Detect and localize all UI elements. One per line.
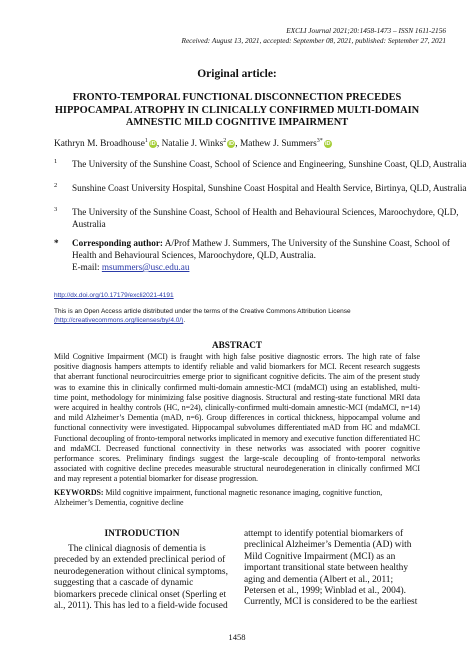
- article-title: FRONTO-TEMPORAL FUNCTIONAL DISCONNECTION PRECEDES HIPPOCAMPAL ATROPHY IN CLINICALLY CONFIRMED MULTI-DOMAIN AMNESTIC MILD COGNITIVE IMPAIRMENT: [54, 92, 420, 129]
- journal-citation-line: EXCLI Journal 2021;20:1458-1473 – ISSN 1611-2156: [286, 26, 446, 35]
- article-type: Original article:: [197, 68, 277, 80]
- author-affiliation-mark: 1: [144, 138, 148, 144]
- introduction-paragraph: The clinical diagnosis of dementia is preceded by an extended preclinical period of neurodegeneration without clinical symptoms, suggesting that a cascade of dynamic biomarkers precede clinical onset (Sperling et al., 2011). This has led to a field-wide focused: [54, 544, 228, 612]
- affiliation-number: 1: [54, 158, 58, 165]
- license-link[interactable]: (http://creativecommons.org/licenses/by/4.0/): [54, 317, 184, 324]
- journal-header: [181, 26, 446, 46]
- introduction-paragraph-continued: attempt to identify potential biomarkers of preclinical Alzheimer’s Dementia (AD) with Mild Cognitive Impairment (MCI) as an important transitional state between healthy aging and dementia (Albert et al., 2011; Petersen et al., 1999; Winblad et al., 2004). Currently, MCI is considered to be the earliest: [244, 529, 418, 608]
- affiliation: [54, 206, 468, 230]
- affiliation-number: 2: [54, 182, 58, 189]
- author-affiliation-mark: 2: [223, 138, 227, 144]
- license-tail: .: [183, 317, 186, 324]
- introduction-heading: INTRODUCTION: [104, 529, 180, 539]
- affiliation-number: 3: [54, 206, 58, 213]
- affiliation: [54, 158, 468, 170]
- corresponding-star: *: [54, 238, 59, 248]
- body-column-right: [244, 529, 420, 609]
- author-name: Natalie J. Winks: [161, 139, 224, 149]
- author-list: Kathryn M. Broadhouse$^1$ iD, Natalie J. Winks$^2$ iD, Mathew J. Summers$^{3*}$ iD: [54, 138, 331, 149]
- keywords-label: KEYWORDS:: [54, 488, 104, 497]
- orcid-icon[interactable]: iD: [150, 141, 156, 147]
- affiliation: [54, 182, 468, 194]
- body-column-left: [54, 529, 230, 612]
- doi-link[interactable]: http://dx.doi.org/10.17179/excli2021-4191: [54, 292, 174, 299]
- keywords-block: [54, 488, 420, 508]
- email-link[interactable]: msummers@usc.edu.au: [101, 262, 190, 272]
- author-name: Kathryn M. Broadhouse: [54, 139, 145, 149]
- corresponding-author-block: [54, 237, 466, 273]
- keywords-text: Mild cognitive impairment, functional magnetic resonance imaging, cognitive function, Alzheimer’s Dementia, cognitive decline: [54, 488, 383, 508]
- author-name: Mathew J. Summers: [239, 139, 317, 149]
- abstract-text: Mild Cognitive Impairment (MCI) is fraught with high false positive diagnostic errors. The high rate of false positive diagnosis hampers attempts to identify reliable and valid biomarkers for MCI. Recent research suggests that aberrant functional neurocircuitries emerge prior to significant cognitive deficits. The aim of the present study was to examine this in clinically confirmed multi-domain amnestic-MCI (mdaMCI) using an established, multi-time point, methodology for minimizing false positive diagnosis. Structural and resting-state functional MRI data were acquired in healthy controls (HC, n=24), clinically-confirmed multi-domain amnestic-MCI (mdaMCI, n=14) and mild Alzheimer’s Dementia (mAD, n=6). Group differences in cortical thickness, hippocampal volume and functional connectivity were investigated. Hippocampal subvolumes differentiated mAD from HC and mdaMCI. Functional decoupling of fronto-temporal networks implicated in memory and executive function differentiated HC and mdaMCI. Decreased functional connectivity in these networks was associated with poorer cognitive performance scores. Preliminary findings suggest the large-scale decoupling of fronto-temporal networks associated with cognitive decline precedes measurable structural neurodegeneration in clinically confirmed MCI and may represent a potential biomarker for disease progression.: [54, 352, 420, 484]
- page-number: 1458: [228, 632, 246, 642]
- corresponding-label: Corresponding author:: [72, 238, 163, 248]
- orcid-icon[interactable]: iD: [325, 141, 331, 147]
- email-label: E-mail:: [72, 262, 102, 272]
- orcid-icon[interactable]: iD: [228, 141, 234, 147]
- affiliation-text: The University of the Sunshine Coast, School of Science and Engineering, Sunshine Coast, QLD, Australia: [72, 159, 467, 169]
- license-text: This is an Open Access article distributed under the terms of the Creative Commons Attribution License: [54, 308, 351, 315]
- affiliation-text: Sunshine Coast University Hospital, Sunshine Coast Hospital and Health Service, Birtinya, QLD, Australia: [72, 183, 467, 193]
- corresponding-text: A/Prof Mathew J. Summers, The University of the Sunshine Coast, School of Health and Behavioural Sciences, Maroochydore, QLD, Australia.: [72, 238, 450, 260]
- publication-dates-line: Received: August 13, 2021, accepted: September 08, 2021, published: September 27, 2021: [181, 36, 446, 45]
- open-access-notice: [54, 307, 434, 325]
- abstract-heading: ABSTRACT: [211, 340, 263, 350]
- affiliation-text: The University of the Sunshine Coast, School of Health and Behavioural Sciences, Maroochydore, QLD, Australia: [72, 207, 459, 229]
- author-affiliation-mark: 3*: [316, 138, 323, 144]
